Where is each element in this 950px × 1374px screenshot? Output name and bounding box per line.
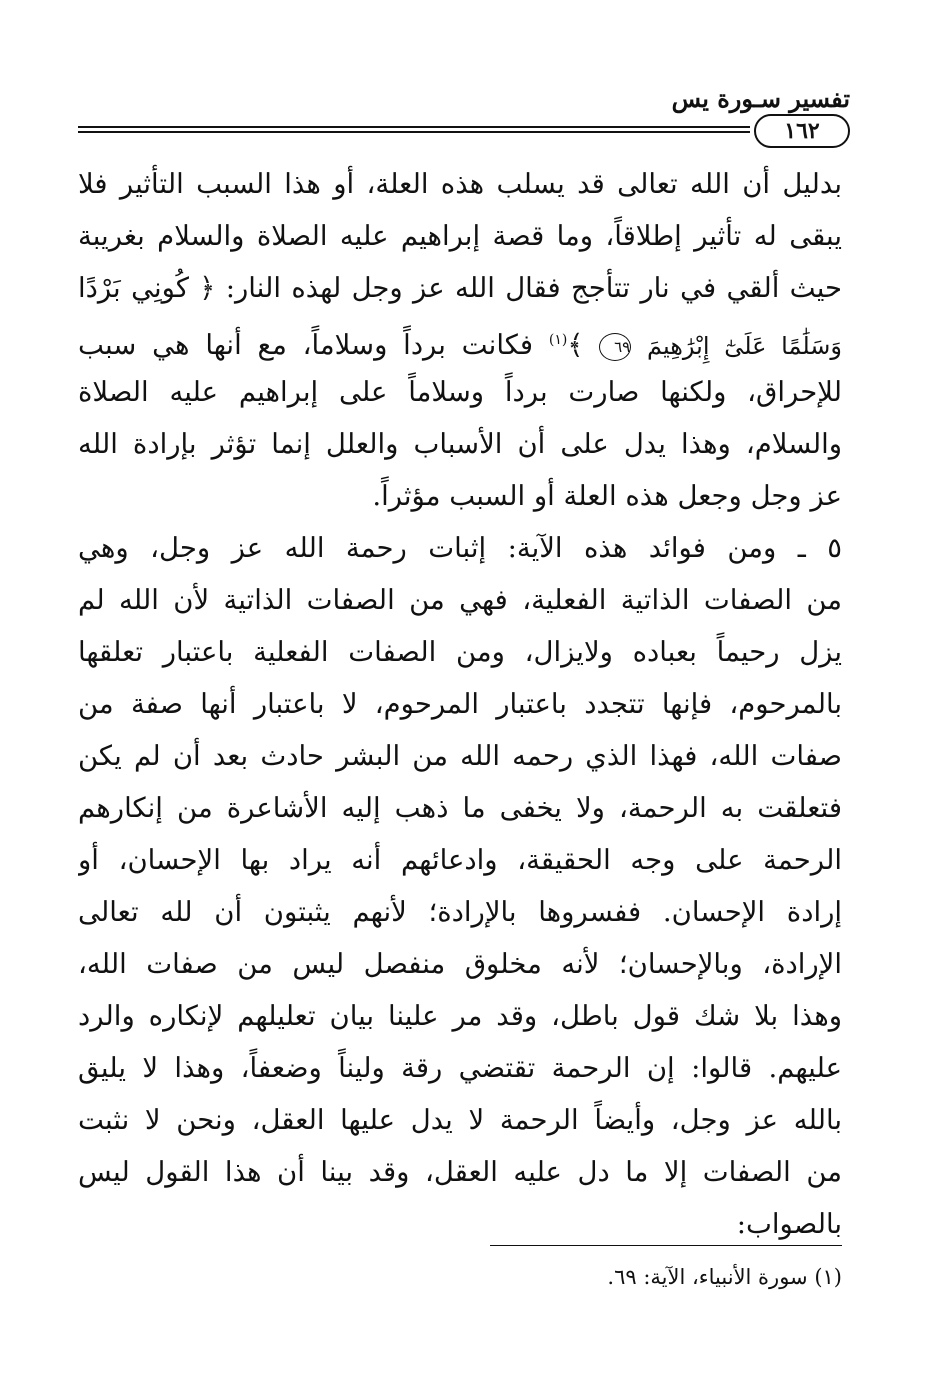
text-line: فتعلقت به الرحمة، ولا يخفى ما ذهب إليه الأشاعرة من إنكارهم: [78, 792, 842, 824]
footnote-separator: [490, 1245, 842, 1246]
footnote: (١) سورة الأنبياء، الآية: ٦٩.: [607, 1265, 842, 1289]
running-title: تفسير سـورة يس: [671, 84, 850, 113]
header-double-rule: [78, 126, 750, 133]
text-line: بالصواب:: [736, 1208, 842, 1240]
text-line: صفات الله، فهذا الذي رحمه الله من البشر حادث بعد أن لم يكن: [78, 740, 842, 772]
text-line-with-verse: [78, 314, 842, 366]
text-line: الإرادة، وبالإحسان؛ لأنه مخلوق منفصل ليس من صفات الله،: [78, 948, 842, 980]
text-line: إرادة الإحسان. ففسروها بالإرادة؛ لأنهم يثبتون أن لله تعالى: [78, 896, 842, 928]
text-line: ٥ ـ ومن فوائد هذه الآية: إثبات رحمة الله عز وجل، وهي: [78, 532, 842, 564]
text-line: من الصفات الذاتية الفعلية، فهي من الصفات الذاتية لأن الله لم: [78, 584, 842, 616]
text-line: للإحراق، ولكنها صارت برداً وسلاماً على إبراهيم عليه الصلاة: [78, 376, 842, 408]
quran-verse-text: وَسَلَٰمًا عَلَىٰٓ إِبْرَٰهِيمَ: [647, 332, 842, 361]
text-line: الرحمة على وجه الحقيقة، وادعائهم أنه يراد بها الإحسان، أو: [78, 844, 842, 876]
main-text: [78, 158, 842, 1250]
page-header: [78, 84, 850, 164]
text-line: عز وجل وجعل هذه العلة أو السبب مؤثراً.: [372, 480, 842, 512]
text-line: من الصفات إلا ما دل عليه العقل، وقد بينا أن هذا القول ليس: [78, 1156, 842, 1188]
text-line: بالله عز وجل، وأيضاً الرحمة لا يدل عليها العقل، ونحن لا نثبت: [78, 1104, 842, 1136]
text-line: بدليل أن الله تعالى قد يسلب هذه العلة، أو هذا السبب التأثير فلا: [78, 168, 842, 200]
verse-number-marker: ٦٩: [599, 333, 631, 361]
footnote-marker: (١): [548, 332, 568, 348]
text-line: عليهم. قالوا: إن الرحمة تقتضي رقة وليناً وضعفاً، وهذا لا يليق: [78, 1052, 842, 1084]
text-line: وهذا بلا شك قول باطل، وقد مر علينا بيان تعليلهم لإنكاره والرد: [78, 1000, 842, 1032]
text-line: يبقى له تأثير إطلاقاً، وما قصة إبراهيم عليه الصلاة والسلام بغريبة: [78, 220, 842, 252]
text-line: والسلام، وهذا يدل على أن الأسباب والعلل إنما تؤثر بإرادة الله: [78, 428, 842, 460]
text-line: بالمرحوم، فإنها تتجدد باعتبار المرحوم، لا باعتبار أنها صفة من: [78, 688, 842, 720]
page-number: ١٦٢: [754, 114, 850, 148]
quran-closing-bracket: ﴾: [567, 329, 584, 362]
text-line: يزل رحيماً بعباده ولايزال، ومن الصفات الفعلية باعتبار تعلقها: [78, 636, 842, 668]
text-segment: فكانت برداً وسلاماً، مع أنها هي سبب: [78, 329, 534, 362]
text-line: حيث ألقي في نار تتأجج فقال الله عز وجل لهذه النار: ﴿ كُونِي بَرْدًا: [78, 272, 842, 304]
